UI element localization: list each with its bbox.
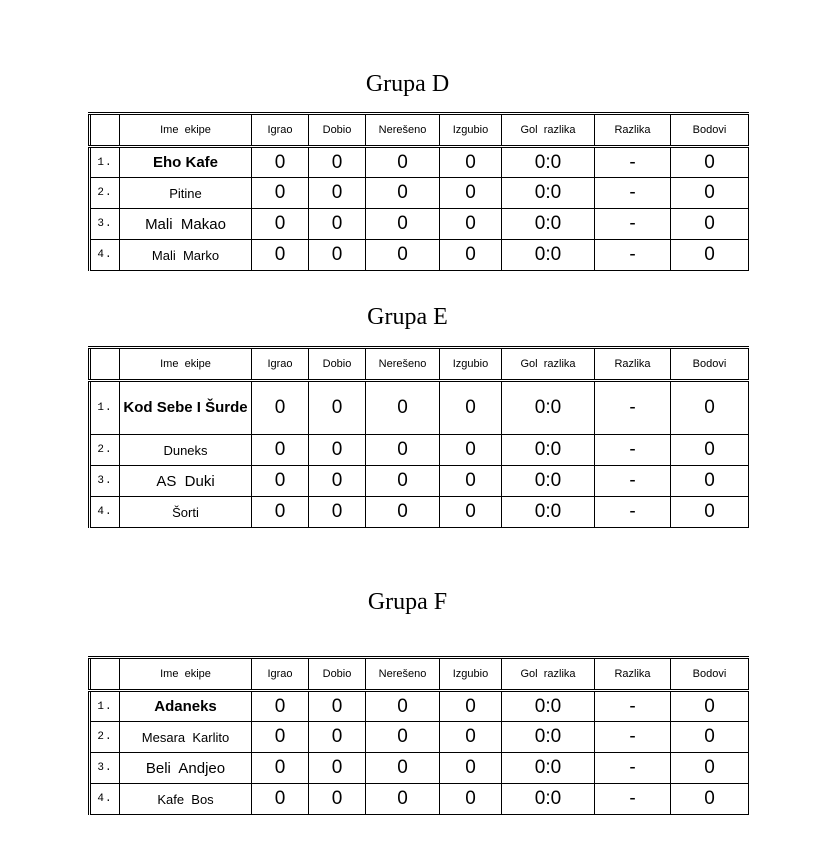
igrao-cell: 0 [252, 691, 309, 722]
group-title-f: Grupa F [367, 589, 448, 615]
dobio-cell: 0 [309, 178, 366, 209]
razlika-cell: - [595, 240, 671, 271]
team-name: Duneks [120, 435, 252, 466]
team-name: Mesara Karlito [120, 722, 252, 753]
nereseno-cell: 0 [366, 178, 440, 209]
bodovi-cell: 0 [671, 178, 749, 209]
column-header-rank [90, 348, 120, 381]
dobio-cell: 0 [309, 240, 366, 271]
bodovi-cell: 0 [671, 147, 749, 178]
dobio-cell: 0 [309, 466, 366, 497]
igrao-cell: 0 [252, 435, 309, 466]
team-name: Eho Kafe [120, 147, 252, 178]
rank-cell: 3. [90, 753, 120, 784]
column-header-gol-razlika: Gol razlika [502, 114, 595, 147]
column-header-team: Ime ekipe [120, 114, 252, 147]
team-name: Kod Sebe I Šurde [120, 381, 252, 435]
column-header-gol-razlika: Gol razlika [502, 658, 595, 691]
igrao-cell: 0 [252, 753, 309, 784]
nereseno-cell: 0 [366, 753, 440, 784]
izgubio-cell: 0 [440, 722, 502, 753]
izgubio-cell: 0 [440, 381, 502, 435]
table-row [90, 435, 749, 466]
column-header-rank [90, 114, 120, 147]
column-header-razlika: Razlika [595, 348, 671, 381]
dobio-cell: 0 [309, 753, 366, 784]
team-name: Kafe Bos [120, 784, 252, 815]
gol-razlika-cell: 0:0 [502, 240, 595, 271]
dobio-cell: 0 [309, 722, 366, 753]
dobio-cell: 0 [309, 497, 366, 528]
dobio-cell: 0 [309, 147, 366, 178]
table-row [90, 722, 749, 753]
rank-cell: 2. [90, 435, 120, 466]
table-row [90, 240, 749, 271]
column-header-team: Ime ekipe [120, 658, 252, 691]
nereseno-cell: 0 [366, 784, 440, 815]
table-row [90, 497, 749, 528]
column-header-izgubio: Izgubio [440, 658, 502, 691]
group-title-e: Grupa E [367, 304, 448, 330]
column-header-bodovi: Bodovi [671, 114, 749, 147]
standings-table-e [88, 346, 749, 528]
igrao-cell: 0 [252, 784, 309, 815]
column-header-nereseno: Nerešeno [366, 114, 440, 147]
razlika-cell: - [595, 209, 671, 240]
bodovi-cell: 0 [671, 691, 749, 722]
nereseno-cell: 0 [366, 240, 440, 271]
izgubio-cell: 0 [440, 691, 502, 722]
bodovi-cell: 0 [671, 209, 749, 240]
table-row [90, 381, 749, 435]
nereseno-cell: 0 [366, 147, 440, 178]
team-name: Beli Andjeo [120, 753, 252, 784]
igrao-cell: 0 [252, 178, 309, 209]
dobio-cell: 0 [309, 209, 366, 240]
izgubio-cell: 0 [440, 466, 502, 497]
column-header-igrao: Igrao [252, 348, 309, 381]
dobio-cell: 0 [309, 784, 366, 815]
gol-razlika-cell: 0:0 [502, 147, 595, 178]
razlika-cell: - [595, 784, 671, 815]
nereseno-cell: 0 [366, 381, 440, 435]
izgubio-cell: 0 [440, 147, 502, 178]
gol-razlika-cell: 0:0 [502, 209, 595, 240]
igrao-cell: 0 [252, 466, 309, 497]
bodovi-cell: 0 [671, 240, 749, 271]
column-header-nereseno: Nerešeno [366, 348, 440, 381]
table-row [90, 466, 749, 497]
rank-cell: 1. [90, 381, 120, 435]
rank-cell: 4. [90, 240, 120, 271]
nereseno-cell: 0 [366, 722, 440, 753]
nereseno-cell: 0 [366, 209, 440, 240]
gol-razlika-cell: 0:0 [502, 784, 595, 815]
igrao-cell: 0 [252, 722, 309, 753]
table-row [90, 147, 749, 178]
gol-razlika-cell: 0:0 [502, 178, 595, 209]
igrao-cell: 0 [252, 147, 309, 178]
izgubio-cell: 0 [440, 178, 502, 209]
column-header-bodovi: Bodovi [671, 348, 749, 381]
team-name: AS Duki [120, 466, 252, 497]
column-header-team: Ime ekipe [120, 348, 252, 381]
gol-razlika-cell: 0:0 [502, 691, 595, 722]
razlika-cell: - [595, 466, 671, 497]
razlika-cell: - [595, 381, 671, 435]
nereseno-cell: 0 [366, 466, 440, 497]
team-name: Pitine [120, 178, 252, 209]
column-header-izgubio: Izgubio [440, 114, 502, 147]
izgubio-cell: 0 [440, 753, 502, 784]
table-row [90, 784, 749, 815]
gol-razlika-cell: 0:0 [502, 722, 595, 753]
team-name: Mali Marko [120, 240, 252, 271]
dobio-cell: 0 [309, 435, 366, 466]
dobio-cell: 0 [309, 381, 366, 435]
column-header-izgubio: Izgubio [440, 348, 502, 381]
izgubio-cell: 0 [440, 209, 502, 240]
razlika-cell: - [595, 435, 671, 466]
column-header-razlika: Razlika [595, 658, 671, 691]
bodovi-cell: 0 [671, 784, 749, 815]
column-header-razlika: Razlika [595, 114, 671, 147]
gol-razlika-cell: 0:0 [502, 753, 595, 784]
column-header-bodovi: Bodovi [671, 658, 749, 691]
column-header-igrao: Igrao [252, 658, 309, 691]
igrao-cell: 0 [252, 497, 309, 528]
bodovi-cell: 0 [671, 466, 749, 497]
rank-cell: 3. [90, 209, 120, 240]
gol-razlika-cell: 0:0 [502, 381, 595, 435]
bodovi-cell: 0 [671, 753, 749, 784]
table-row [90, 691, 749, 722]
team-name: Mali Makao [120, 209, 252, 240]
rank-cell: 2. [90, 722, 120, 753]
razlika-cell: - [595, 147, 671, 178]
column-header-gol-razlika: Gol razlika [502, 348, 595, 381]
bodovi-cell: 0 [671, 497, 749, 528]
izgubio-cell: 0 [440, 784, 502, 815]
bodovi-cell: 0 [671, 435, 749, 466]
igrao-cell: 0 [252, 381, 309, 435]
team-name: Šorti [120, 497, 252, 528]
column-header-rank [90, 658, 120, 691]
standings-table-d [88, 112, 749, 271]
group-title-d: Grupa D [365, 71, 450, 97]
column-header-dobio: Dobio [309, 114, 366, 147]
bodovi-cell: 0 [671, 722, 749, 753]
rank-cell: 1. [90, 691, 120, 722]
rank-cell: 1. [90, 147, 120, 178]
igrao-cell: 0 [252, 209, 309, 240]
izgubio-cell: 0 [440, 497, 502, 528]
razlika-cell: - [595, 753, 671, 784]
column-header-nereseno: Nerešeno [366, 658, 440, 691]
team-name: Adaneks [120, 691, 252, 722]
rank-cell: 2. [90, 178, 120, 209]
dobio-cell: 0 [309, 691, 366, 722]
razlika-cell: - [595, 691, 671, 722]
razlika-cell: - [595, 722, 671, 753]
razlika-cell: - [595, 178, 671, 209]
rank-cell: 3. [90, 466, 120, 497]
nereseno-cell: 0 [366, 497, 440, 528]
column-header-dobio: Dobio [309, 348, 366, 381]
igrao-cell: 0 [252, 240, 309, 271]
column-header-dobio: Dobio [309, 658, 366, 691]
table-row [90, 209, 749, 240]
gol-razlika-cell: 0:0 [502, 466, 595, 497]
rank-cell: 4. [90, 784, 120, 815]
standings-table-f [88, 656, 749, 815]
table-row [90, 178, 749, 209]
table-row [90, 753, 749, 784]
bodovi-cell: 0 [671, 381, 749, 435]
izgubio-cell: 0 [440, 435, 502, 466]
razlika-cell: - [595, 497, 671, 528]
gol-razlika-cell: 0:0 [502, 435, 595, 466]
column-header-igrao: Igrao [252, 114, 309, 147]
izgubio-cell: 0 [440, 240, 502, 271]
rank-cell: 4. [90, 497, 120, 528]
nereseno-cell: 0 [366, 691, 440, 722]
gol-razlika-cell: 0:0 [502, 497, 595, 528]
nereseno-cell: 0 [366, 435, 440, 466]
